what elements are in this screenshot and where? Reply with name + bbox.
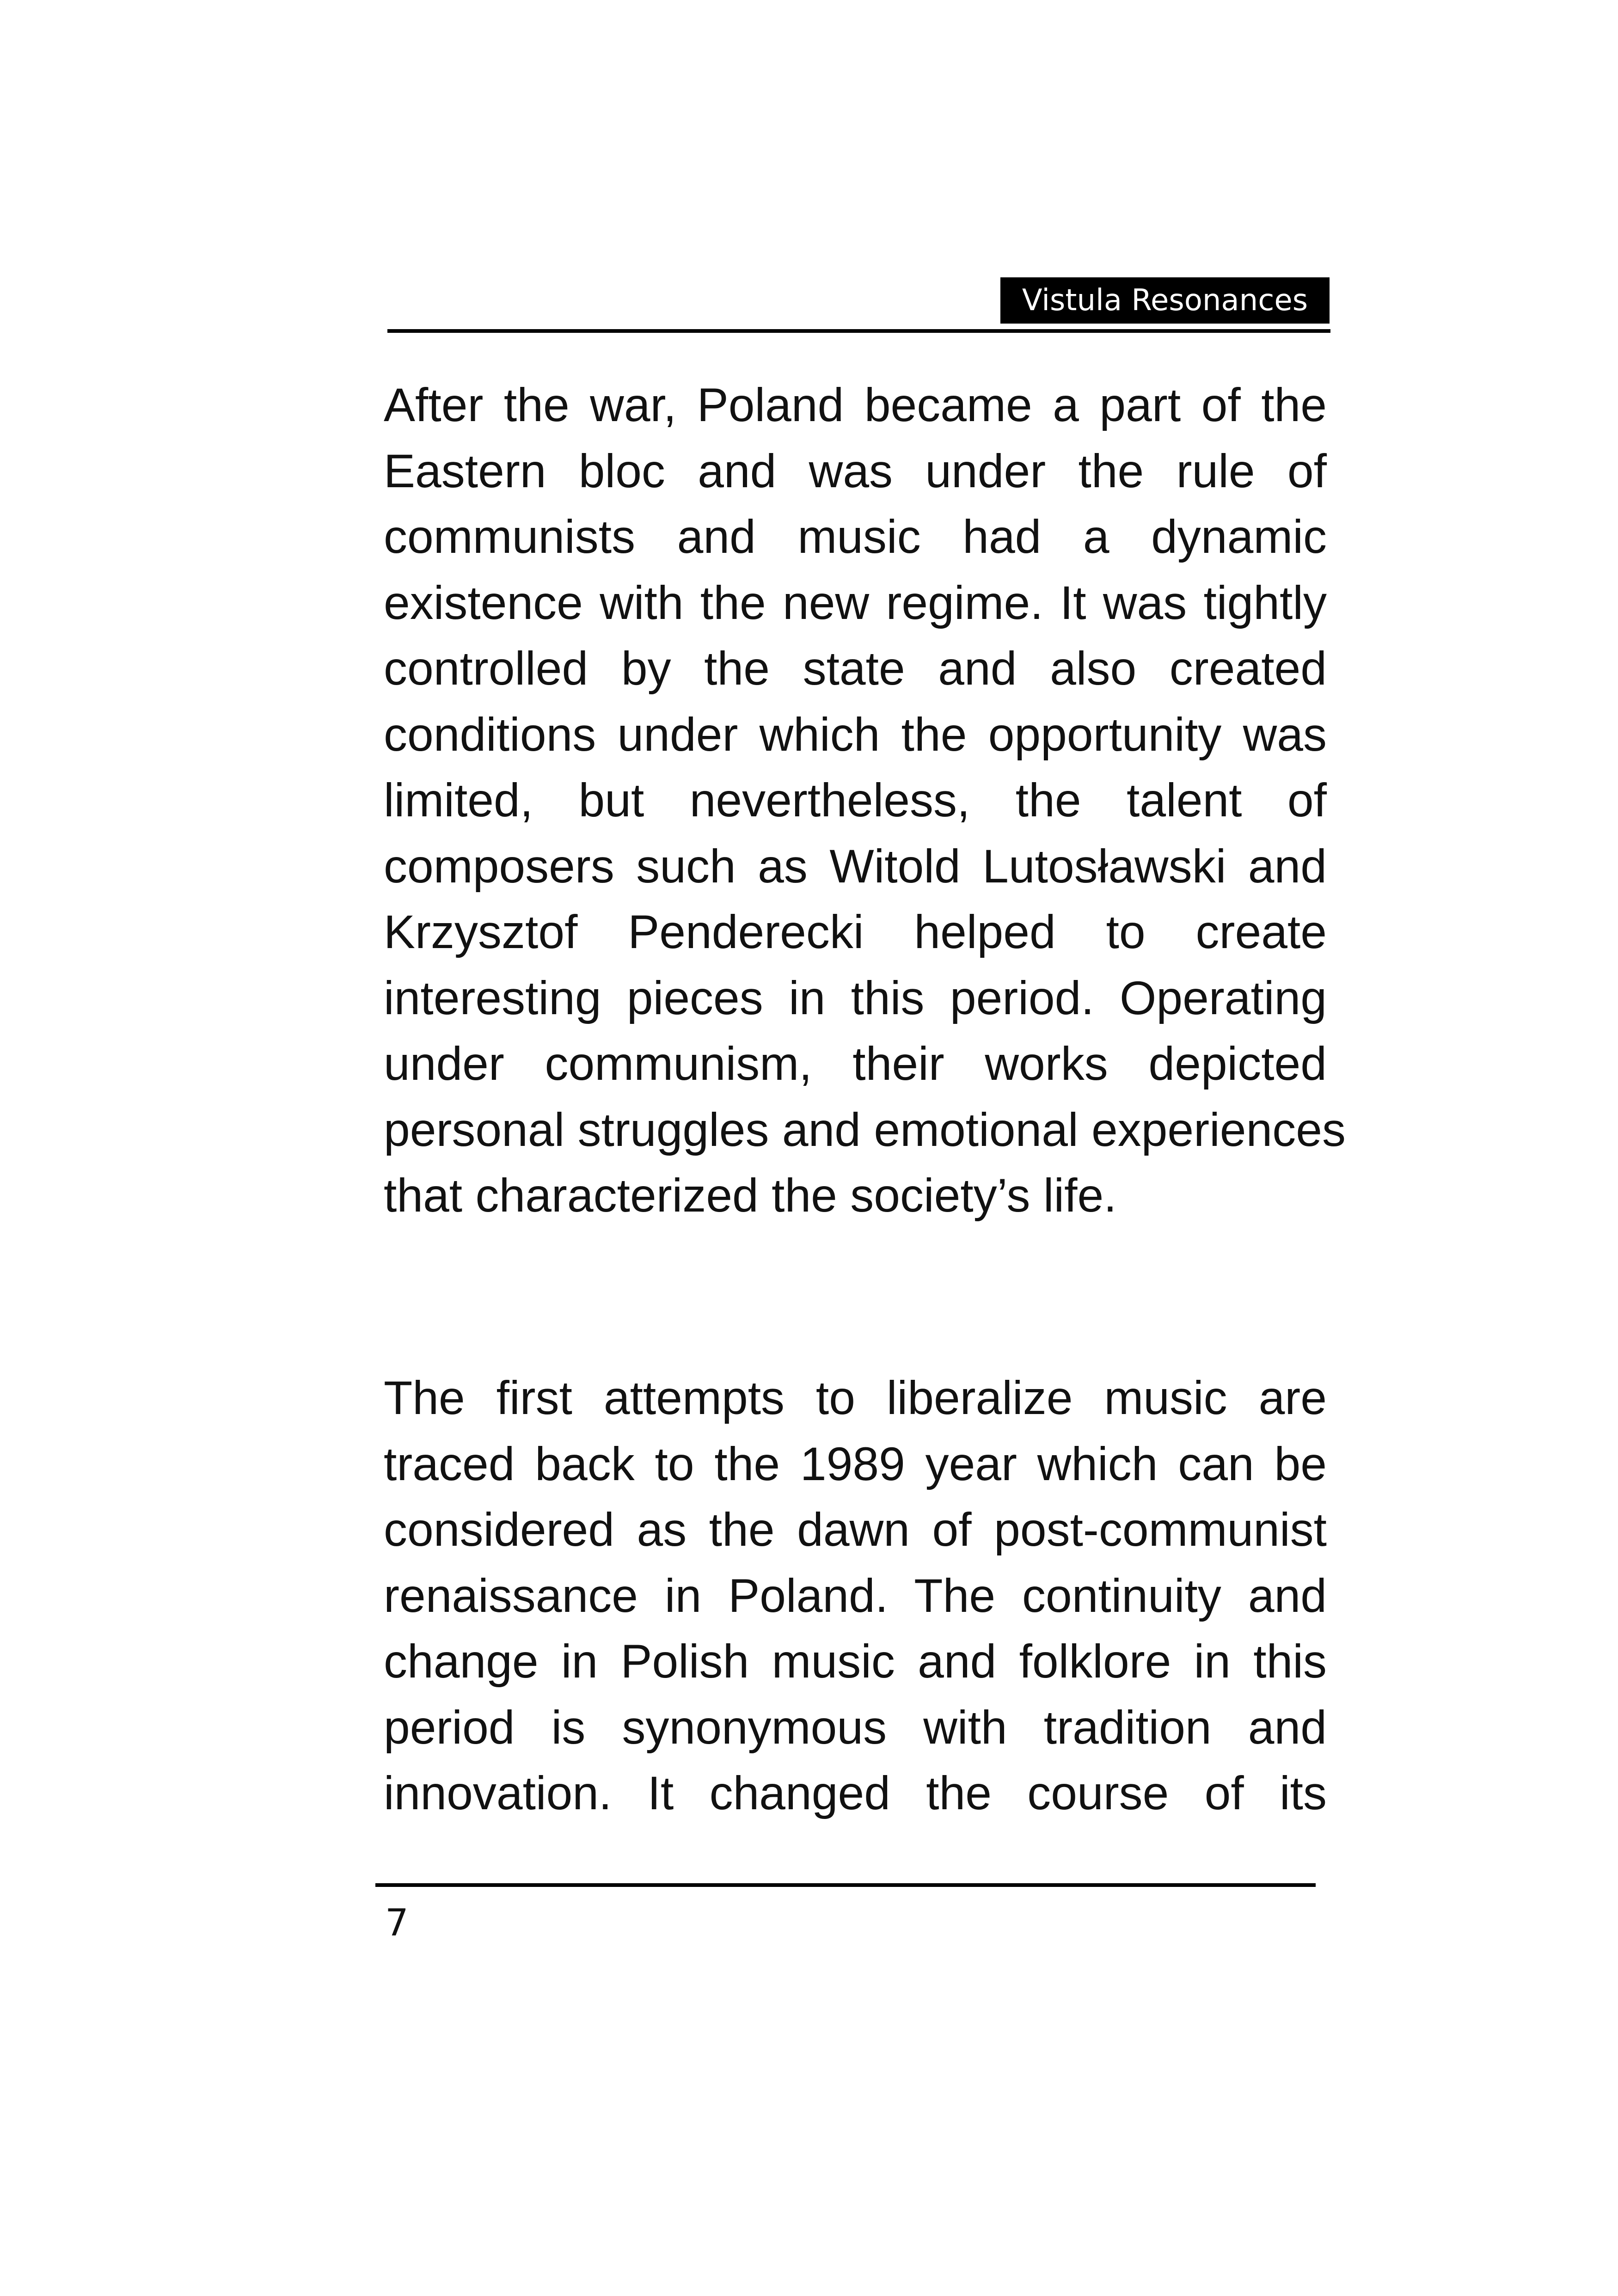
page-number: 7 xyxy=(385,1901,409,1944)
paragraph-line: under communism, their works depicted xyxy=(384,1037,1327,1090)
paragraph-line: considered as the dawn of post-communist xyxy=(384,1503,1327,1556)
body-paragraph-1 xyxy=(384,372,1346,1229)
paragraph-line: change in Polish music and folklore in this xyxy=(384,1635,1327,1688)
paragraph-line: limited, but nevertheless, the talent of xyxy=(384,774,1327,827)
paragraph-line: interesting pieces in this period. Operating xyxy=(384,971,1327,1024)
footer-divider xyxy=(375,1883,1316,1887)
paragraph-line: existence with the new regime. It was tightly xyxy=(384,576,1327,629)
paragraph-line: innovation. It changed the course of its xyxy=(384,1767,1327,1819)
paragraph-line: The first attempts to liberalize music are xyxy=(384,1371,1327,1424)
paragraph-line: Krzysztof Penderecki helped to create xyxy=(384,906,1327,958)
paragraph-line: conditions under which the opportunity was xyxy=(384,708,1327,761)
paragraph-line: that characterized the society’s life. xyxy=(384,1169,1117,1222)
paragraph-line: period is synonymous with tradition and xyxy=(384,1701,1327,1754)
paragraph-line: renaissance in Poland. The continuity and xyxy=(384,1569,1327,1622)
running-header-title: Vistula Resonances xyxy=(1000,277,1330,324)
paragraph-line: personal struggles and emotional experiences xyxy=(384,1103,1346,1156)
paragraph-line: controlled by the state and also created xyxy=(384,642,1327,695)
paragraph-line: communists and music had a dynamic xyxy=(384,510,1327,563)
paragraph-line: Eastern bloc and was under the rule of xyxy=(384,444,1327,497)
paragraph-line: After the war, Poland became a part of the xyxy=(384,379,1327,431)
paragraph-line: composers such as Witold Lutosławski and xyxy=(384,839,1327,893)
paragraph-line: traced back to the 1989 year which can be xyxy=(384,1437,1327,1490)
header-divider xyxy=(387,329,1330,333)
body-paragraph-2 xyxy=(384,1365,1327,1826)
